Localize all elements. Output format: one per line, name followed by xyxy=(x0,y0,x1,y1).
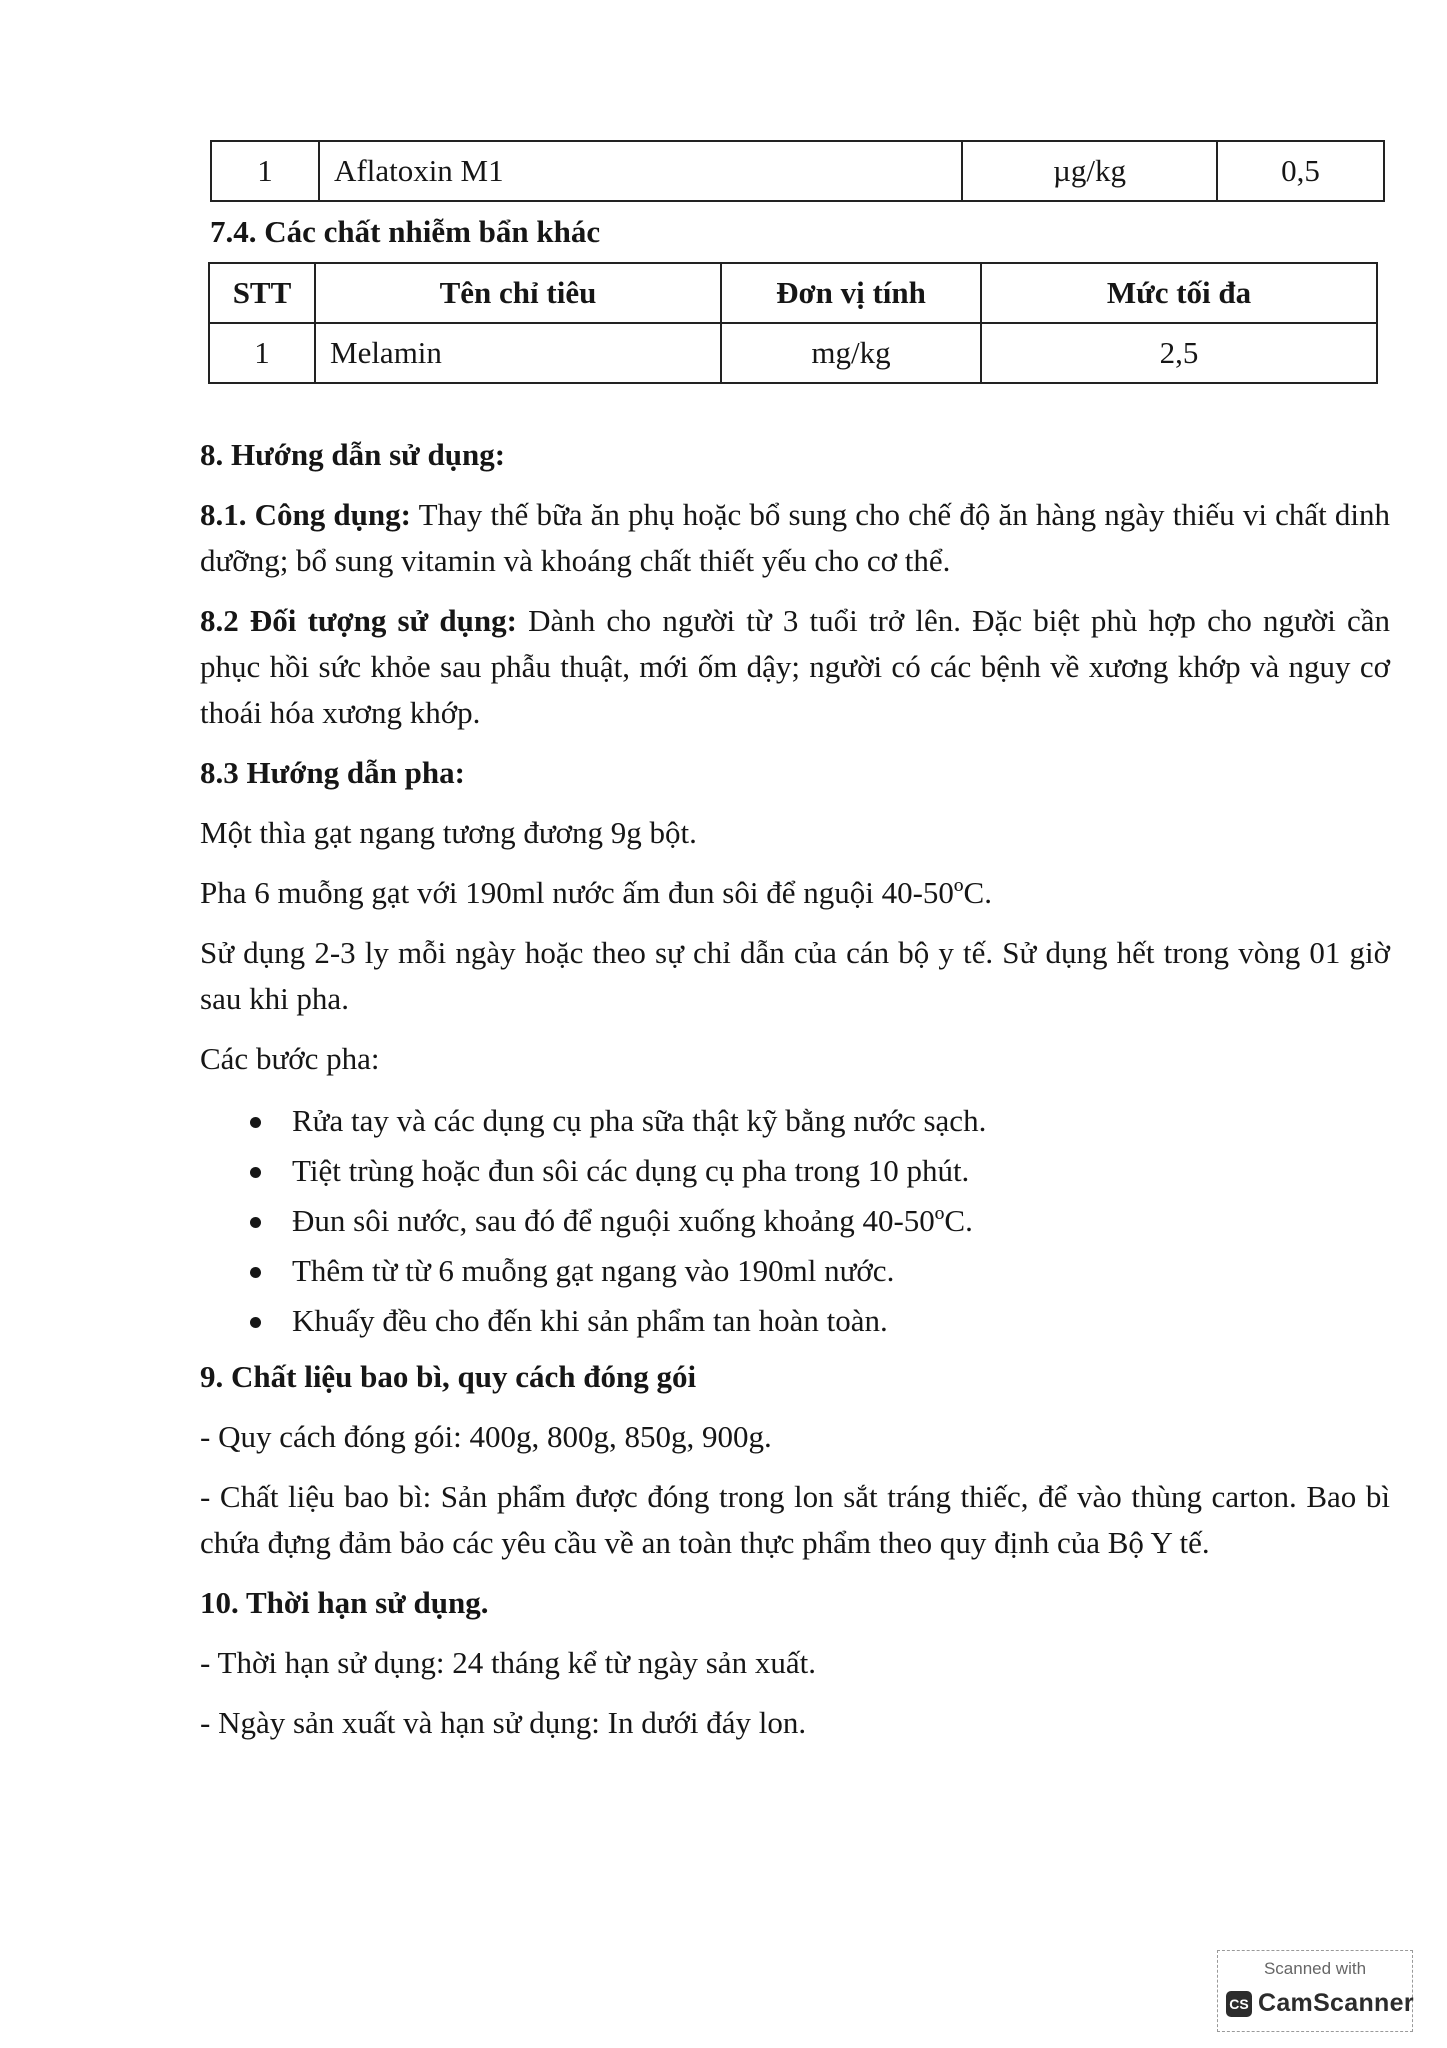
header-unit: Đơn vị tính xyxy=(721,263,981,323)
section-8-title: 8. Hướng dẫn sử dụng: xyxy=(200,437,506,472)
camscanner-logo-icon: CS xyxy=(1226,1991,1252,2017)
cell-stt: 1 xyxy=(211,141,319,201)
shelf-life: - Thời hạn sử dụng: 24 tháng kể từ ngày sản xuất. xyxy=(200,1645,816,1680)
contaminant-table-other xyxy=(208,262,1378,384)
cell-unit: mg/kg xyxy=(721,323,981,383)
table-row xyxy=(211,141,1384,201)
cell-name: Aflatoxin M1 xyxy=(319,141,962,201)
list-item: Đun sôi nước, sau đó để nguội xuống khoảng 40-50ºC. xyxy=(242,1196,1390,1246)
bullet-icon xyxy=(250,1167,261,1178)
target-users-text: Dành cho người từ 3 tuổi trở lên. Đặc biệt phù hợp cho người cần phục hồi sức khỏe sau phẫu thuật, mới ốm dậy; người có các bệnh về xương khớp và nguy cơ thoái hóa xương khớp. xyxy=(200,603,1390,730)
production-date-note: - Ngày sản xuất và hạn sử dụng: In dưới đáy lon. xyxy=(200,1705,807,1740)
prep-steps-list xyxy=(200,1096,1390,1346)
camscanner-badge xyxy=(1217,1950,1413,2032)
prep-line-dosage: Sử dụng 2-3 ly mỗi ngày hoặc theo sự chỉ dẫn của cán bộ y tế. Sử dụng hết trong vòng 01 giờ sau khi pha. xyxy=(200,935,1390,1016)
list-item: Thêm từ từ 6 muỗng gạt ngang vào 190ml nước. xyxy=(242,1246,1390,1296)
packing-material: - Chất liệu bao bì: Sản phẩm được đóng trong lon sắt tráng thiếc, để vào thùng carton. Bao bì chứa đựng đảm bảo các yêu cầu về an toàn thực phẩm theo quy định của Bộ Y tế. xyxy=(200,1479,1390,1560)
badge-app-name: CamScanner xyxy=(1258,1989,1414,2017)
section-9-title: 9. Chất liệu bao bì, quy cách đóng gói xyxy=(200,1359,697,1394)
cell-stt: 1 xyxy=(209,323,315,383)
table-row xyxy=(209,323,1377,383)
cell-max: 2,5 xyxy=(981,323,1377,383)
contaminant-table-aflatoxin xyxy=(210,140,1385,202)
packing-spec: - Quy cách đóng gói: 400g, 800g, 850g, 900g. xyxy=(200,1419,772,1454)
section-10-title: 10. Thời hạn sử dụng. xyxy=(200,1585,489,1620)
prep-steps-label: Các bước pha: xyxy=(200,1041,380,1076)
list-item: Tiệt trùng hoặc đun sôi các dụng cụ pha trong 10 phút. xyxy=(242,1146,1390,1196)
cell-max: 0,5 xyxy=(1217,141,1384,201)
section-7-4-title: 7.4. Các chất nhiễm bẩn khác xyxy=(210,214,601,249)
target-users-label: 8.2 Đối tượng sử dụng: xyxy=(200,603,517,638)
document-body xyxy=(200,432,1390,1760)
table-header-row xyxy=(209,263,1377,323)
list-item: Rửa tay và các dụng cụ pha sữa thật kỹ bằng nước sạch. xyxy=(242,1096,1390,1146)
prep-line-mix: Pha 6 muỗng gạt với 190ml nước ấm đun sôi để nguội 40-50ºC. xyxy=(200,875,992,910)
usage-purpose-label: 8.1. Công dụng: xyxy=(200,497,411,532)
cell-unit: µg/kg xyxy=(962,141,1217,201)
prep-line-scoop: Một thìa gạt ngang tương đương 9g bột. xyxy=(200,815,697,850)
bullet-icon xyxy=(250,1217,261,1228)
section-8-3-title: 8.3 Hướng dẫn pha: xyxy=(200,755,465,790)
header-max: Mức tối đa xyxy=(981,263,1377,323)
target-users xyxy=(200,598,1390,736)
usage-purpose xyxy=(200,492,1390,584)
cell-name: Melamin xyxy=(315,323,721,383)
bullet-icon xyxy=(250,1317,261,1328)
list-item: Khuấy đều cho đến khi sản phẩm tan hoàn toàn. xyxy=(242,1296,1390,1346)
badge-scanned-with: Scanned with xyxy=(1263,1959,1367,1978)
bullet-icon xyxy=(250,1267,261,1278)
header-name: Tên chỉ tiêu xyxy=(315,263,721,323)
usage-purpose-text: Thay thế bữa ăn phụ hoặc bổ sung cho chế độ ăn hàng ngày thiếu vi chất dinh dưỡng; bổ sung vitamin và khoáng chất thiết yếu cho cơ thể. xyxy=(200,497,1390,578)
bullet-icon xyxy=(250,1117,261,1128)
header-stt: STT xyxy=(209,263,315,323)
